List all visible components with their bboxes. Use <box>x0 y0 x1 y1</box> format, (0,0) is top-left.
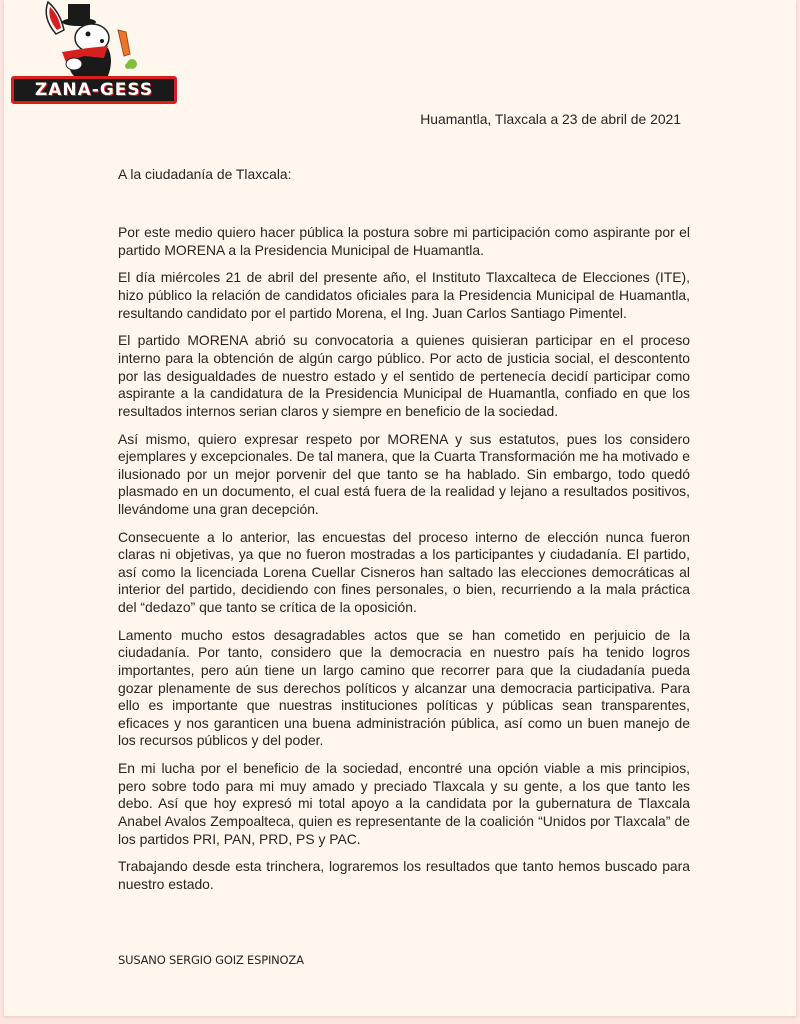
paragraph: Así mismo, quiero expresar respeto por MORENA y sus estatutos, pues los considero ejemplares y excepcionales. De tal manera, que la Cuarta Transformación me ha motivado e ilusionado por un mejor porvenir del que tanto se ha hablado. Sin embargo, todo quedó plasmado en un documento, el cual está fuera de la realidad y lejano a resultados positivos, llevándome una gran decepción. <box>118 430 690 517</box>
zana-gess-logo <box>8 0 178 104</box>
letter-page <box>4 0 796 1016</box>
paragraph: Por este medio quiero hacer pública la postura sobre mi participación como aspirante por el partido MORENA a la Presidencia Municipal de Huamantla. <box>118 224 690 258</box>
paragraph: Consecuente a lo anterior, las encuestas del proceso interno de elección nunca fueron claras ni objetivas, ya que no fueron mostradas a los participantes y ciudadanía. El partido, así como la licenciada Lorena Cuellar Cisneros han saltado las elecciones democráticas al interior del partido, decidiendo con fines personales, o bien, recurriendo a la mala práctica del “dedazo” que tanto se crítica de la oposición. <box>118 528 690 616</box>
signature: SUSANO SERGIO GOIZ ESPINOZA <box>118 953 304 967</box>
paragraph: Lamento mucho estos desagradables actos que se han cometido en perjuicio de la ciudadanía. Por tanto, considero que la democracia en nuestro país ha tenido logros importantes, pero aún tiene un largo camino que recorrer para que la ciudadanía pueda gozar plenamente de sus derechos políticos y alcanzar una democracia participativa. Para ello es importante que nuestras instituciones políticas y públicas sean transparentes, eficaces y nos garanticen una buena administración pública, así como un buen manejo de los recursos públicos y del poder. <box>118 626 690 749</box>
paragraph: El día miércoles 21 de abril del presente año, el Instituto Tlaxcalteca de Elecciones (ITE), hizo público la relación de candidatos oficiales para la Presidencia Municipal de Huamantla, resultando candidato por el partido Morena, el Ing. Juan Carlos Santiago Pimentel. <box>118 269 690 321</box>
date-line: Huamantla, Tlaxcala a 23 de abril de 2021 <box>420 111 681 127</box>
paragraph: En mi lucha por el beneficio de la sociedad, encontré una opción viable a mis principios, pero sobre todo para mi muy amado y preciado Tlaxcala y su gente, a los que tanto les debo. Así que hoy expresó mi total apoyo a la candidata por la gubernatura de Tlaxcala Anabel Avalos Zempoalteca, quien es representante de la coalición “Unidos por Tlaxcala” de los partidos PRI, PAN, PRD, PS y PAC. <box>118 760 690 847</box>
paragraph: Trabajando desde esta trinchera, lograremos los resultados que tanto hemos buscado para nuestro estado. <box>118 858 690 892</box>
rabbit-magician-icon <box>8 0 178 80</box>
logo-banner <box>11 76 177 104</box>
logo-text: ZANA-GESS <box>34 80 154 100</box>
letter-body <box>118 224 690 904</box>
salutation: A la ciudadanía de Tlaxcala: <box>118 166 292 182</box>
paragraph: El partido MORENA abrió su convocatoria a quienes quisieran participar en el proceso interno para la obtención de algún cargo público. Por acto de justicia social, el descontento por las desigualdades de nuestro estado y el sentido de pertenecía decidí participar como aspirante a la candidatura de la Presidencia Municipal de Huamantla, confiado en que los resultados internos serian claros y siempre en beneficio de la sociedad. <box>118 332 690 419</box>
